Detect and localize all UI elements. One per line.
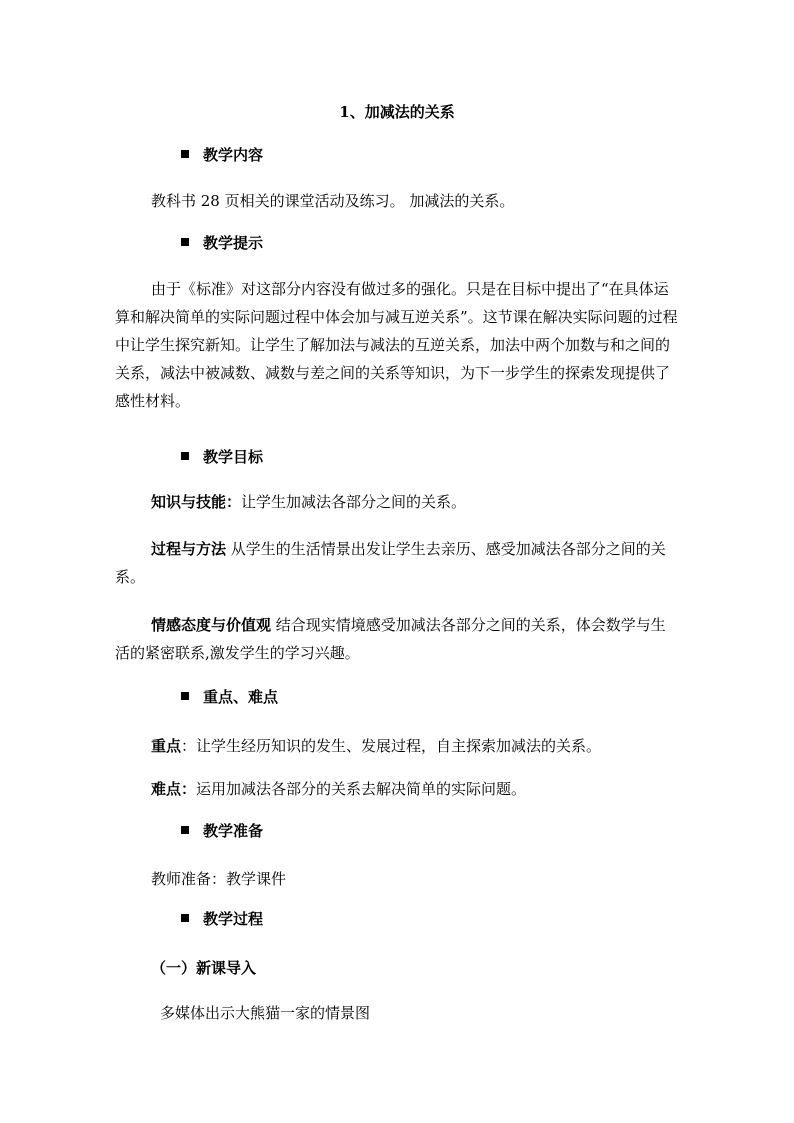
process-subheading: （一）新课导入 <box>151 959 257 977</box>
heading-goals <box>181 446 263 467</box>
goal-knowledge-text: 让学生加减法各部分之间的关系。 <box>241 493 467 511</box>
square-bullet-icon <box>181 150 189 158</box>
square-bullet-icon <box>181 692 189 700</box>
prep-text: 教师准备：教学课件 <box>151 870 287 888</box>
goal-process <box>115 535 680 591</box>
heading-key <box>181 686 278 707</box>
square-bullet-icon <box>181 452 189 460</box>
hard-point <box>151 778 526 799</box>
content-text: 教科书 28 页相关的课堂活动及练习。 加减法的关系。 <box>151 192 515 210</box>
key-point-label: 重点 <box>151 737 182 755</box>
heading-content-text: 教学内容 <box>203 146 264 164</box>
goal-emotion-label: 情感态度与价值观 <box>151 616 272 634</box>
goal-process-text: 从学生的生活情景出发让学生去亲历、感受加减法各部分之间的关系。 <box>115 540 666 586</box>
goal-knowledge-label: 知识与技能： <box>151 493 242 511</box>
goal-process-label: 过程与方法 <box>151 540 227 558</box>
heading-process-text: 教学过程 <box>203 910 264 928</box>
square-bullet-icon <box>181 914 189 922</box>
heading-goals-text: 教学目标 <box>203 448 264 466</box>
square-bullet-icon <box>181 826 189 834</box>
heading-prep <box>181 820 263 841</box>
process-text: 多媒体出示大熊猫一家的情景图 <box>160 1004 371 1022</box>
key-point-text: ：让学生经历知识的发生、发展过程，自主探索加减法的关系。 <box>181 737 602 755</box>
heading-key-text: 重点、难点 <box>203 688 279 706</box>
goal-knowledge <box>115 488 680 516</box>
goal-emotion-text: 结合现实情境感受加减法各部分之间的关系，体会数学与生活的紧密联系,激发学生的学习兴趣。 <box>115 616 666 662</box>
heading-hint <box>181 232 263 253</box>
hint-paragraph: 由于《标准》对这部分内容没有做过多的强化。只是在目标中提出了“在具体运算和解决简单的实际问题过程中体会加与减互逆关系”。这节课在解决实际问题的过程中让学生探究新知。让学生了解加法与减法的互逆关系，加法中两个加数与和之间的关系，减法中被减数、减数与差之间的关系等知识，为下一步学生的探索发现提供了感性材料。 <box>115 280 678 410</box>
heading-content <box>181 144 263 165</box>
heading-process <box>181 908 263 929</box>
heading-hint-text: 教学提示 <box>203 234 264 252</box>
hard-point-label: 难点： <box>151 780 197 798</box>
document-title: 1、加减法的关系 <box>339 103 455 121</box>
square-bullet-icon <box>181 238 189 246</box>
goal-emotion <box>115 611 680 667</box>
key-point <box>151 735 601 756</box>
hard-point-text: 运用加减法各部分的关系去解决简单的实际问题。 <box>196 780 527 798</box>
heading-prep-text: 教学准备 <box>203 822 264 840</box>
